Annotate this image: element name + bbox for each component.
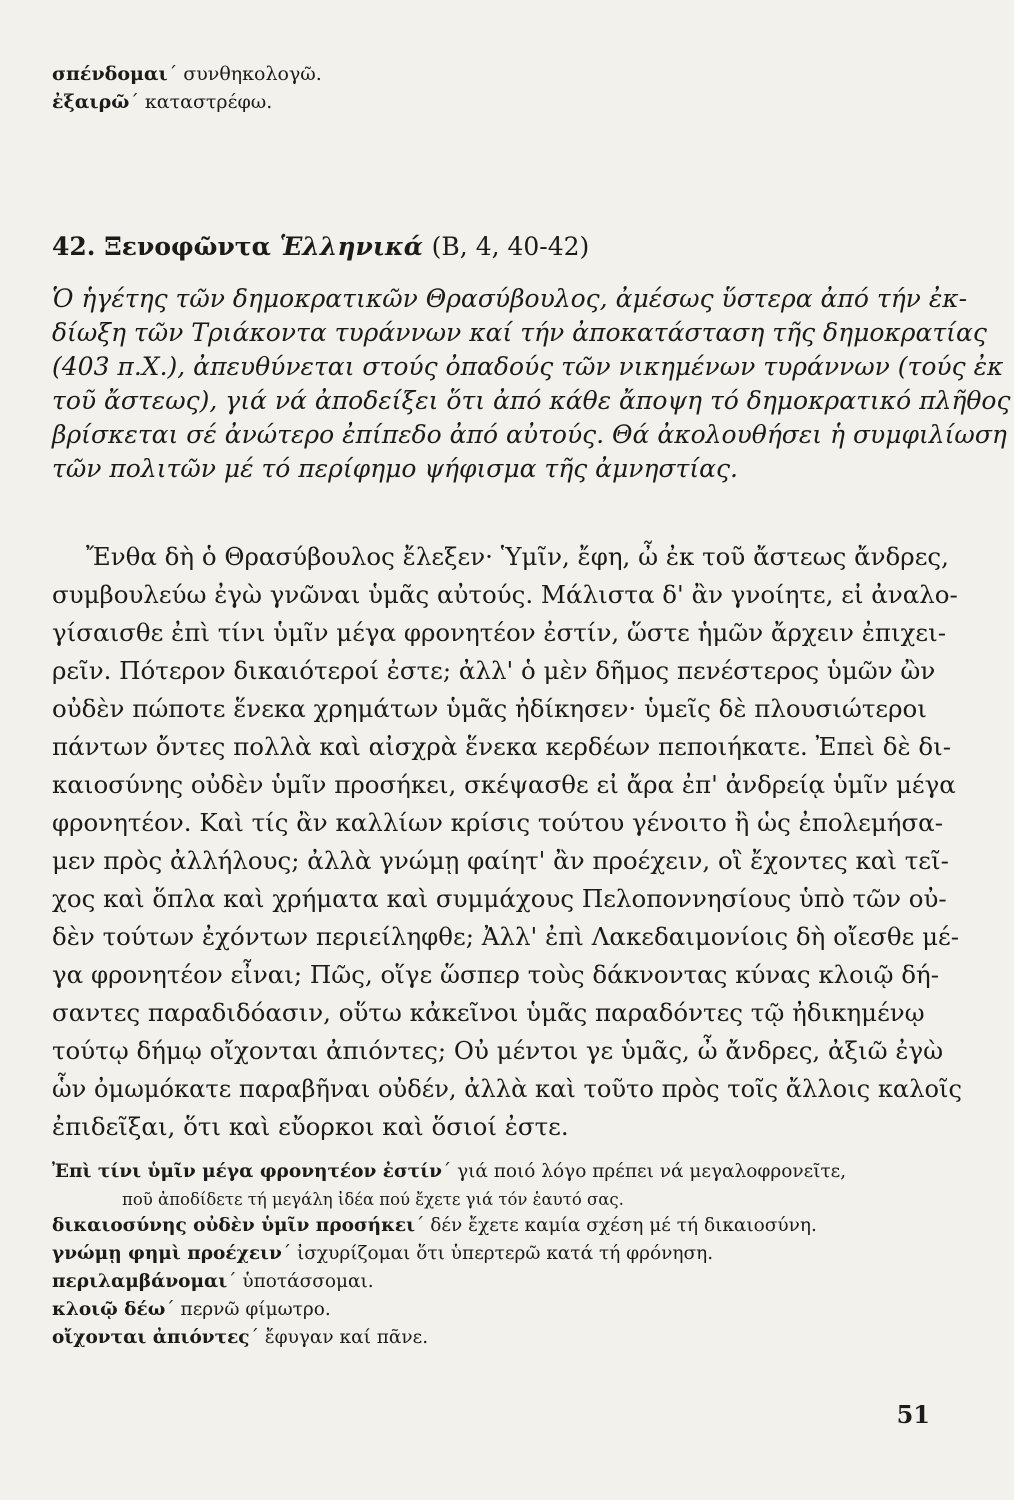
intro-line: βρίσκεται σέ ἀνώτερο ἐπίπεδο ἀπό αὐτούς. Θά ἀκολουθήσει ἡ συμφιλίωση <box>52 420 1007 449</box>
intro-line: τῶν πολιτῶν μέ τό περίφημο ψήφισμα τῆς ἀμνηστίας. <box>52 454 738 483</box>
intro-paragraph <box>52 282 1011 486</box>
note-term: οἴχονται ἀπιόντες <box>52 1327 250 1348</box>
note-separator: ΄ <box>165 1299 181 1320</box>
text-line: πάντων ὄντες πολλὰ καὶ αἰσχρὰ ἕνεκα κερδέων πεποιήκατε. Ἐπεὶ δὲ δι- <box>52 732 952 761</box>
note-meaning: ποῦ ἀποδίδετε τή μεγάλη ἰδέα πού ἔχετε γιά τόν ἑαυτό σας. <box>122 1190 624 1209</box>
gloss-separator: ΄ <box>167 63 184 85</box>
text-line: ὧν ὀμωμόκατε παραβῆναι οὐδέν, ἀλλὰ καὶ τοῦτο πρὸς τοῖς ἄλλοις καλοῖς <box>52 1074 962 1103</box>
note-line <box>52 1298 331 1322</box>
gloss-meaning: καταστρέφω. <box>144 91 273 113</box>
note-separator: ΄ <box>227 1271 243 1292</box>
note-meaning: ἰσχυρίζομαι ὅτι ὑπερτερῶ κατά τή φρόνηση. <box>297 1243 714 1264</box>
text-line: φρονητέον. Καὶ τίς ἂν καλλίων κρίσις τούτου γένοιτο ἢ ὡς ἐπολεμήσα- <box>52 808 944 837</box>
text-line: ἐπιδεῖξαι, ὅτι καὶ εὔορκοι καὶ ὅσιοί ἐστε. <box>52 1112 569 1141</box>
note-line <box>52 1160 846 1184</box>
note-separator: ΄ <box>441 1161 458 1182</box>
text-line: ρεῖν. Πότερον δικαιότεροί ἐστε; ἀλλ' ὁ μὲν δῆμος πενέστερος ὑμῶν ὢν <box>52 656 936 685</box>
note-meaning: ἔφυγαν καί πᾶνε. <box>264 1327 429 1348</box>
note-term: Ἐπὶ τίνι ὑμῖν μέγα φρονητέον ἐστίν <box>52 1161 442 1182</box>
text-line: οὐδὲν πώποτε ἕνεκα χρημάτων ὑμᾶς ἠδίκησεν· ὑμεῖς δὲ πλουσιώτεροι <box>52 694 927 723</box>
text-line: Ἔνθα δὴ ὁ Θρασύβουλος ἔλεξεν· Ὑμῖν, ἔφη, ὦ ἐκ τοῦ ἄστεως ἄνδρες, <box>86 542 949 571</box>
note-term: κλοιῷ δέω <box>52 1299 166 1320</box>
note-line <box>52 1242 713 1266</box>
note-term: δικαιοσύνης οὐδὲν ὑμῖν προσήκει <box>52 1215 416 1236</box>
gloss-separator: ΄ <box>129 91 145 113</box>
note-separator: ΄ <box>249 1327 265 1348</box>
text-line: καιοσύνης οὐδὲν ὑμῖν προσήκει, σκέψασθε εἰ ἄρα ἐπ' ἀνδρείᾳ ὑμῖν μέγα <box>52 770 956 799</box>
intro-line: (403 π.Χ.), ἀπευθύνεται στούς ὀπαδούς τῶν νικημένων τυράννων (τούς ἐκ <box>52 352 1004 381</box>
intro-line: τοῦ ἄστεως), γιά νά ἀποδείξει ὅτι ἀπό κάθε ἄποψη τό δημοκρατικό πλῆθος <box>52 386 1011 415</box>
note-meaning: περνῶ φίμωτρο. <box>180 1299 331 1320</box>
gloss-term: σπένδομαι <box>52 63 168 85</box>
heading-reference: (Β, 4, 40-42) <box>431 232 590 261</box>
intro-line: δίωξη τῶν Τριάκοντα τυράννων καί τήν ἀποκατάσταση τῆς δημοκρατίας <box>52 318 987 347</box>
text-line: συμβουλεύω ἐγὼ γνῶναι ὑμᾶς αὐτούς. Μάλιστα δ' ἂν γνοίητε, εἰ ἀναλο- <box>52 580 958 609</box>
note-meaning: ὑποτάσσομαι. <box>242 1271 374 1292</box>
note-term: γνώμῃ φημὶ προέχειν <box>52 1243 282 1264</box>
text-line: δὲν τούτων ἐχόντων περιείληφθε; Ἀλλ' ἐπὶ Λακεδαιμονίοις δὴ οἴεσθε μέ- <box>52 922 960 951</box>
text-line: μεν πρὸς ἀλλήλους; ἀλλὰ γνώμῃ φαίητ' ἂν προέχειν, οἳ ἔχοντες καὶ τεῖ- <box>52 846 949 875</box>
gloss-meaning: συνθηκολογῶ. <box>183 63 322 85</box>
text-line: χος καὶ ὅπλα καὶ χρήματα καὶ συμμάχους Πελοποννησίους ὑπὸ τῶν οὐ- <box>52 884 947 913</box>
gloss-term: ἐξαιρῶ <box>52 91 130 113</box>
text-line: γίσαισθε ἐπὶ τίνι ὑμῖν μέγα φρονητέον ἐστίν, ὥστε ἡμῶν ἄρχειν ἐπιχει- <box>52 618 946 647</box>
section-number: 42. <box>52 232 96 261</box>
text-line: γα φρονητέον εἶναι; Πῶς, οἵγε ὥσπερ τοὺς δάκνοντας κύνας κλοιῷ δή- <box>52 960 940 989</box>
gloss-line <box>52 62 322 86</box>
note-line <box>52 1270 374 1294</box>
note-line <box>52 1214 817 1238</box>
note-line <box>52 1326 428 1350</box>
note-separator: ΄ <box>281 1243 297 1264</box>
heading-work: Ἑλληνικά <box>279 232 423 261</box>
section-heading <box>52 232 589 261</box>
heading-author: Ξενοφῶντα <box>104 232 271 261</box>
intro-line: Ὁ ἡγέτης τῶν δημοκρατικῶν Θρασύβουλος, ἀμέσως ὕστερα ἀπό τήν ἐκ- <box>52 284 968 313</box>
note-meaning: γιά ποιό λόγο πρέπει νά μεγαλοφρονεῖτε, <box>457 1161 847 1182</box>
gloss-line <box>52 90 272 114</box>
note-line <box>122 1188 624 1212</box>
text-line: τούτῳ δήμῳ οἴχονται ἀπιόντες; Οὐ μέντοι γε ὑμᾶς, ὦ ἄνδρες, ἀξιῶ ἐγὼ <box>52 1036 944 1065</box>
note-separator: ΄ <box>415 1215 431 1236</box>
page-number: 51 <box>896 1400 930 1429</box>
note-term: περιλαμβάνομαι <box>52 1271 228 1292</box>
note-meaning: δέν ἔχετε καμία σχέση μέ τή δικαιοσύνη. <box>430 1215 817 1236</box>
text-line: σαντες παραδιδόασιν, οὕτω κἀκεῖνοι ὑμᾶς παραδόντες τῷ ἠδικημένῳ <box>52 998 925 1027</box>
